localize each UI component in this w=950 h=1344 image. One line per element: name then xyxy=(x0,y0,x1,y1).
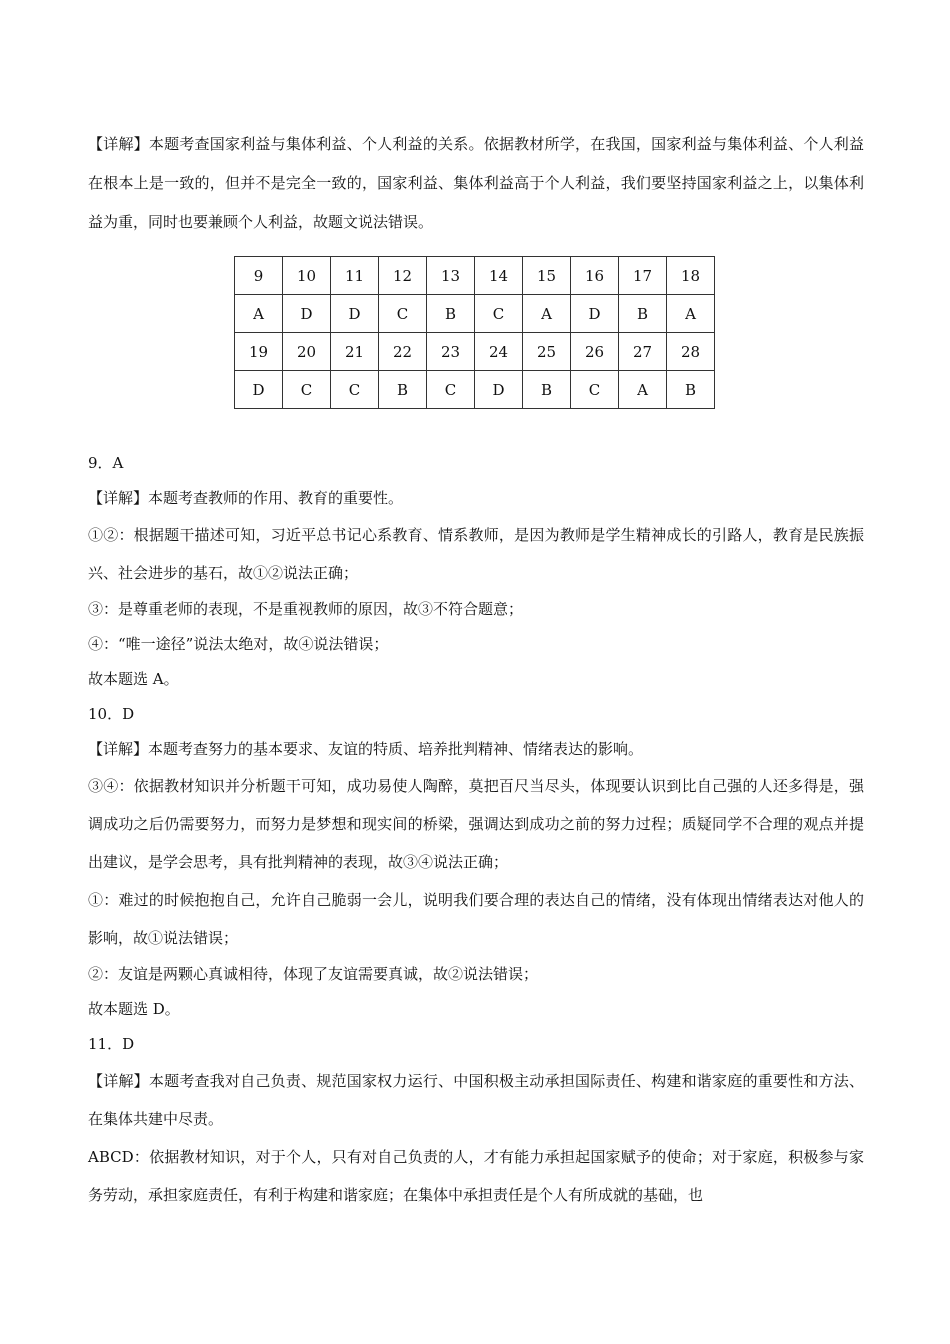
table-cell: 13 xyxy=(427,257,475,295)
question-number: 9．A xyxy=(88,454,124,472)
table-cell: D xyxy=(475,371,523,409)
table-cell: 19 xyxy=(235,333,283,371)
table-cell: 9 xyxy=(235,257,283,295)
explanation-heading: 【详解】本题考查努力的基本要求、友谊的特质、培养批判精神、情绪表达的影响。 xyxy=(88,740,644,758)
table-cell: 16 xyxy=(571,257,619,295)
table-cell: C xyxy=(475,295,523,333)
table-cell: 21 xyxy=(331,333,379,371)
table-cell: 14 xyxy=(475,257,523,295)
table-cell: D xyxy=(331,295,379,333)
explanation-line: ③④：依据教材知识并分析题干可知，成功易使人陶醉，莫把百尺当尽头，体现要认识到比自己强的人还多得是，强调成功之后仍需要努力，而努力是梦想和现实间的桥梁，强调达到成功之前的努力过程；质疑同学不合理的观点并提出建议，是学会思考，具有批判精神的表现，故③④说法正确； xyxy=(88,777,864,871)
table-cell: 25 xyxy=(523,333,571,371)
table-cell: C xyxy=(571,371,619,409)
table-cell: C xyxy=(379,295,427,333)
table-row xyxy=(235,257,715,295)
table-cell: 26 xyxy=(571,333,619,371)
table-cell: A xyxy=(667,295,715,333)
table-row xyxy=(235,333,715,371)
table-cell: C xyxy=(331,371,379,409)
explanation-line: ④：“唯一途径”说法太绝对，故④说法错误； xyxy=(88,635,389,653)
table-cell: B xyxy=(523,371,571,409)
table-cell: C xyxy=(427,371,475,409)
table-cell: 22 xyxy=(379,333,427,371)
question-number: 11．D xyxy=(88,1035,135,1053)
table-cell: C xyxy=(283,371,331,409)
table-cell: A xyxy=(235,295,283,333)
answer-conclusion: 故本题选 D。 xyxy=(88,1000,180,1018)
explanation-line: ②：友谊是两颗心真诚相待，体现了友谊需要真诚，故②说法错误； xyxy=(88,965,539,983)
table-cell: 12 xyxy=(379,257,427,295)
table-cell: A xyxy=(619,371,667,409)
explanation-line: ①：难过的时候抱抱自己，允许自己脆弱一会儿，说明我们要合理的表达自己的情绪，没有体现出情绪表达对他人的影响，故①说法错误； xyxy=(88,891,864,947)
table-cell: 28 xyxy=(667,333,715,371)
table-cell: 20 xyxy=(283,333,331,371)
table-row xyxy=(235,371,715,409)
explanation-line: ABCD：依据教材知识，对于个人，只有对自己负责的人，才有能力承担起国家赋予的使命；对于家庭，积极参与家务劳动，承担家庭责任，有利于构建和谐家庭；在集体中承担责任是个人有所成就的基础，也 xyxy=(88,1148,864,1204)
explanation-line: ③：是尊重老师的表现，不是重视教师的原因，故③不符合题意； xyxy=(88,600,524,618)
table-cell: 15 xyxy=(523,257,571,295)
answer-conclusion: 故本题选 A。 xyxy=(88,670,179,688)
explanation-heading: 【详解】本题考查教师的作用、教育的重要性。 xyxy=(88,489,404,507)
table-cell: 24 xyxy=(475,333,523,371)
table-cell: B xyxy=(427,295,475,333)
table-cell: 17 xyxy=(619,257,667,295)
table-cell: B xyxy=(667,371,715,409)
table-cell: D xyxy=(283,295,331,333)
table-cell: D xyxy=(235,371,283,409)
table-cell: A xyxy=(523,295,571,333)
table-cell: D xyxy=(571,295,619,333)
table-cell: 27 xyxy=(619,333,667,371)
table-cell: B xyxy=(379,371,427,409)
intro-paragraph: 【详解】本题考查国家利益与集体利益、个人利益的关系。依据教材所学，在我国，国家利益与集体利益、个人利益在根本上是一致的，但并不是完全一致的，国家利益、集体利益高于个人利益，我们要坚持国家利益之上，以集体利益为重，同时也要兼顾个人利益，故题文说法错误。 xyxy=(88,135,864,231)
explanation-heading: 【详解】本题考查我对自己负责、规范国家权力运行、中国积极主动承担国际责任、构建和谐家庭的重要性和方法、在集体共建中尽责。 xyxy=(88,1072,864,1128)
table-cell: 23 xyxy=(427,333,475,371)
answer-table xyxy=(234,256,715,409)
answer-explanations xyxy=(88,446,864,1214)
table-cell: 11 xyxy=(331,257,379,295)
explanation-line: ①②：根据题干描述可知，习近平总书记心系教育、情系教师，是因为教师是学生精神成长的引路人，教育是民族振兴、社会进步的基石，故①②说法正确； xyxy=(88,526,864,582)
question-number: 10．D xyxy=(88,705,135,723)
table-cell: B xyxy=(619,295,667,333)
table-row xyxy=(235,295,715,333)
table-cell: 10 xyxy=(283,257,331,295)
table-cell: 18 xyxy=(667,257,715,295)
